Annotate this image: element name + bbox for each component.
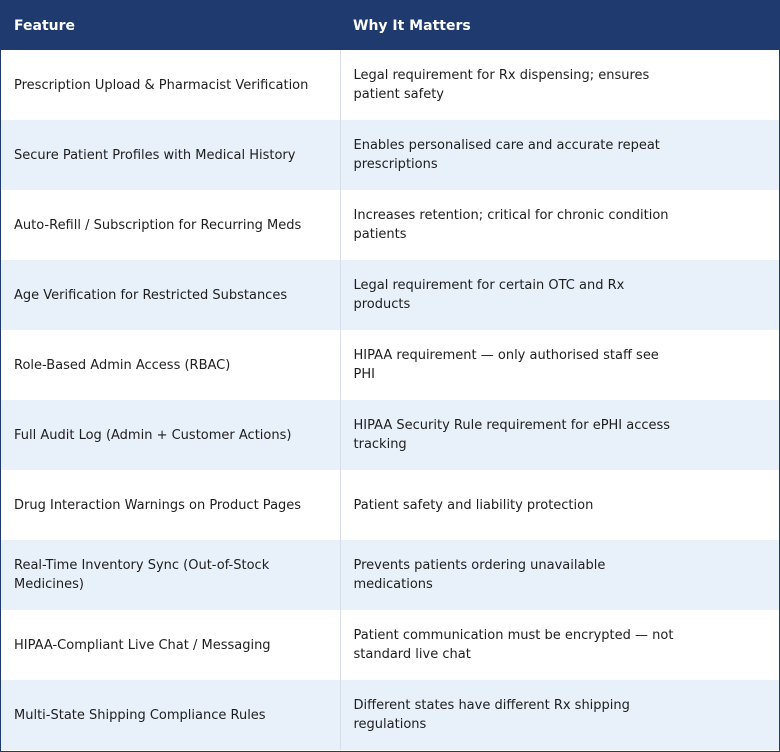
why-cell <box>340 120 779 190</box>
feature-cell: Multi-State Shipping Compliance Rules <box>1 680 340 750</box>
header-row <box>1 1 779 50</box>
why-text: Different states have different Rx shipping regulations <box>353 698 630 732</box>
feature-cell: Full Audit Log (Admin + Customer Actions) <box>1 400 340 470</box>
feature-table <box>1 1 779 750</box>
why-cell <box>340 50 779 120</box>
table-row <box>1 470 779 540</box>
why-cell <box>340 190 779 260</box>
feature-cell: HIPAA-Compliant Live Chat / Messaging <box>1 610 340 680</box>
table-row <box>1 330 779 400</box>
why-cell <box>340 260 779 330</box>
header-why-it-matters: Why It Matters <box>353 17 471 34</box>
table-row <box>1 260 779 330</box>
why-text: Enables personalised care and accurate repeat prescriptions <box>353 138 660 172</box>
why-cell <box>340 470 779 540</box>
why-cell <box>340 610 779 680</box>
why-text: Legal requirement for Rx dispensing; ensures patient safety <box>353 68 650 102</box>
why-cell <box>340 400 779 470</box>
table-row <box>1 540 779 610</box>
table-row <box>1 190 779 260</box>
why-text: Patient communication must be encrypted — not standard live chat <box>353 628 674 662</box>
why-cell <box>340 540 779 610</box>
feature-cell: Prescription Upload & Pharmacist Verification <box>1 50 340 120</box>
why-text: Prevents patients ordering unavailable medications <box>353 558 606 592</box>
feature-cell: Age Verification for Restricted Substances <box>1 260 340 330</box>
why-text: Patient safety and liability protection <box>353 497 594 513</box>
header-feature: Feature <box>14 17 75 34</box>
table-row <box>1 120 779 190</box>
table-row <box>1 50 779 120</box>
table-header <box>1 1 779 50</box>
table-row <box>1 610 779 680</box>
feature-cell: Real-Time Inventory Sync (Out-of-Stock Medicines) <box>1 540 340 610</box>
table-row <box>1 400 779 470</box>
why-text: HIPAA requirement — only authorised staff see PHI <box>353 348 659 382</box>
why-cell <box>340 330 779 400</box>
feature-cell: Auto-Refill / Subscription for Recurring Meds <box>1 190 340 260</box>
table-row <box>1 680 779 750</box>
feature-cell: Role-Based Admin Access (RBAC) <box>1 330 340 400</box>
feature-cell: Secure Patient Profiles with Medical History <box>1 120 340 190</box>
why-text: Legal requirement for certain OTC and Rx products <box>353 278 625 312</box>
feature-cell: Drug Interaction Warnings on Product Pages <box>1 470 340 540</box>
why-text: Increases retention; critical for chronic condition patients <box>353 208 669 242</box>
why-text: HIPAA Security Rule requirement for ePHI access tracking <box>353 418 671 452</box>
table-body <box>1 50 779 750</box>
why-cell <box>340 680 779 750</box>
